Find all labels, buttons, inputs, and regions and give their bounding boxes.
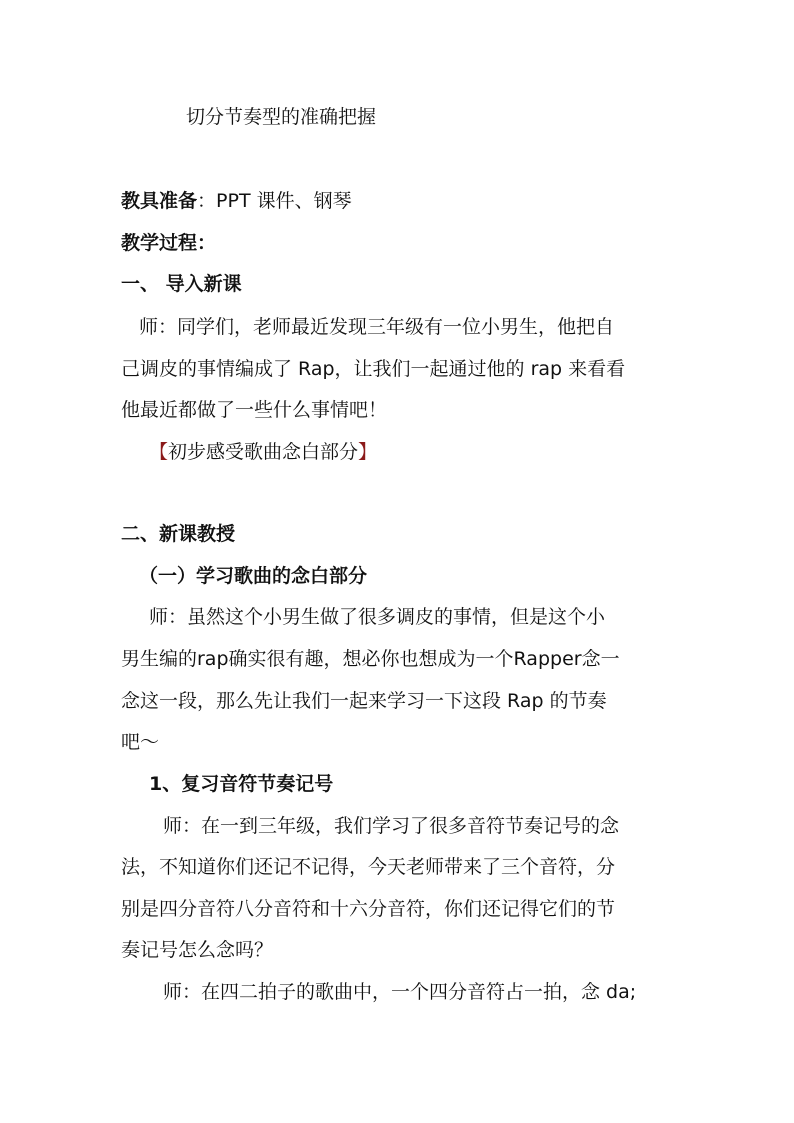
prep-value: PPT 课件、钢琴 xyxy=(216,190,352,212)
note-open-bracket: 【 xyxy=(149,441,169,463)
subsection2-paragraph-line: 别是四分音符八分音符和十六分音符，你们还记得它们的节 xyxy=(121,898,616,920)
section1-paragraph-line: 他最近都做了一些什么事情吧！ xyxy=(121,399,388,421)
document-title: 切分节奏型的准确把握 xyxy=(186,106,377,128)
subsection2-paragraph-line: 法，不知道你们还记不记得，今天老师带来了三个音符，分 xyxy=(121,856,616,878)
prep-label: 教具准备 xyxy=(121,190,198,212)
subsection2-paragraph-line: 师：在四二拍子的歌曲中，一个四分音符占一拍，念 da; xyxy=(163,981,637,1003)
process-label: 教学过程： xyxy=(121,232,217,254)
prep-colon: ： xyxy=(197,190,217,212)
subsection2-paragraph-line: 奏记号怎么念吗？ xyxy=(121,939,274,961)
subsection1-heading: （一）学习歌曲的念白部分 xyxy=(139,565,368,587)
section1-paragraph-line: 己调皮的事情编成了 Rap，让我们一起通过他的 rap 来看看 xyxy=(121,358,626,380)
section1-heading: 一、 导入新课 xyxy=(121,273,242,295)
activity-note xyxy=(149,439,377,465)
subsection1-paragraph-line: 师：虽然这个小男生做了很多调皮的事情，但是这个小 xyxy=(149,606,606,628)
section1-paragraph-line: 师：同学们，老师最近发现三年级有一位小男生，他把自 xyxy=(139,316,615,338)
subsection1-paragraph-line: 吧～ xyxy=(121,731,160,753)
subsection1-paragraph-line: 念这一段，那么先让我们一起来学习一下这段 Rap 的节奏 xyxy=(121,690,607,712)
note-text: 初步感受歌曲念白部分 xyxy=(168,441,359,463)
prep-line xyxy=(121,188,352,214)
note-close-bracket: 】 xyxy=(358,441,378,463)
subsection2-heading: 1、复习音符节奏记号 xyxy=(149,773,334,795)
subsection2-paragraph-line: 师：在一到三年级，我们学习了很多音符节奏记号的念 xyxy=(163,815,620,837)
section2-heading: 二、新课教授 xyxy=(121,523,236,545)
subsection1-paragraph-line: 男生编的rap确实很有趣，想必你也想成为一个Rapper念一 xyxy=(121,648,620,670)
